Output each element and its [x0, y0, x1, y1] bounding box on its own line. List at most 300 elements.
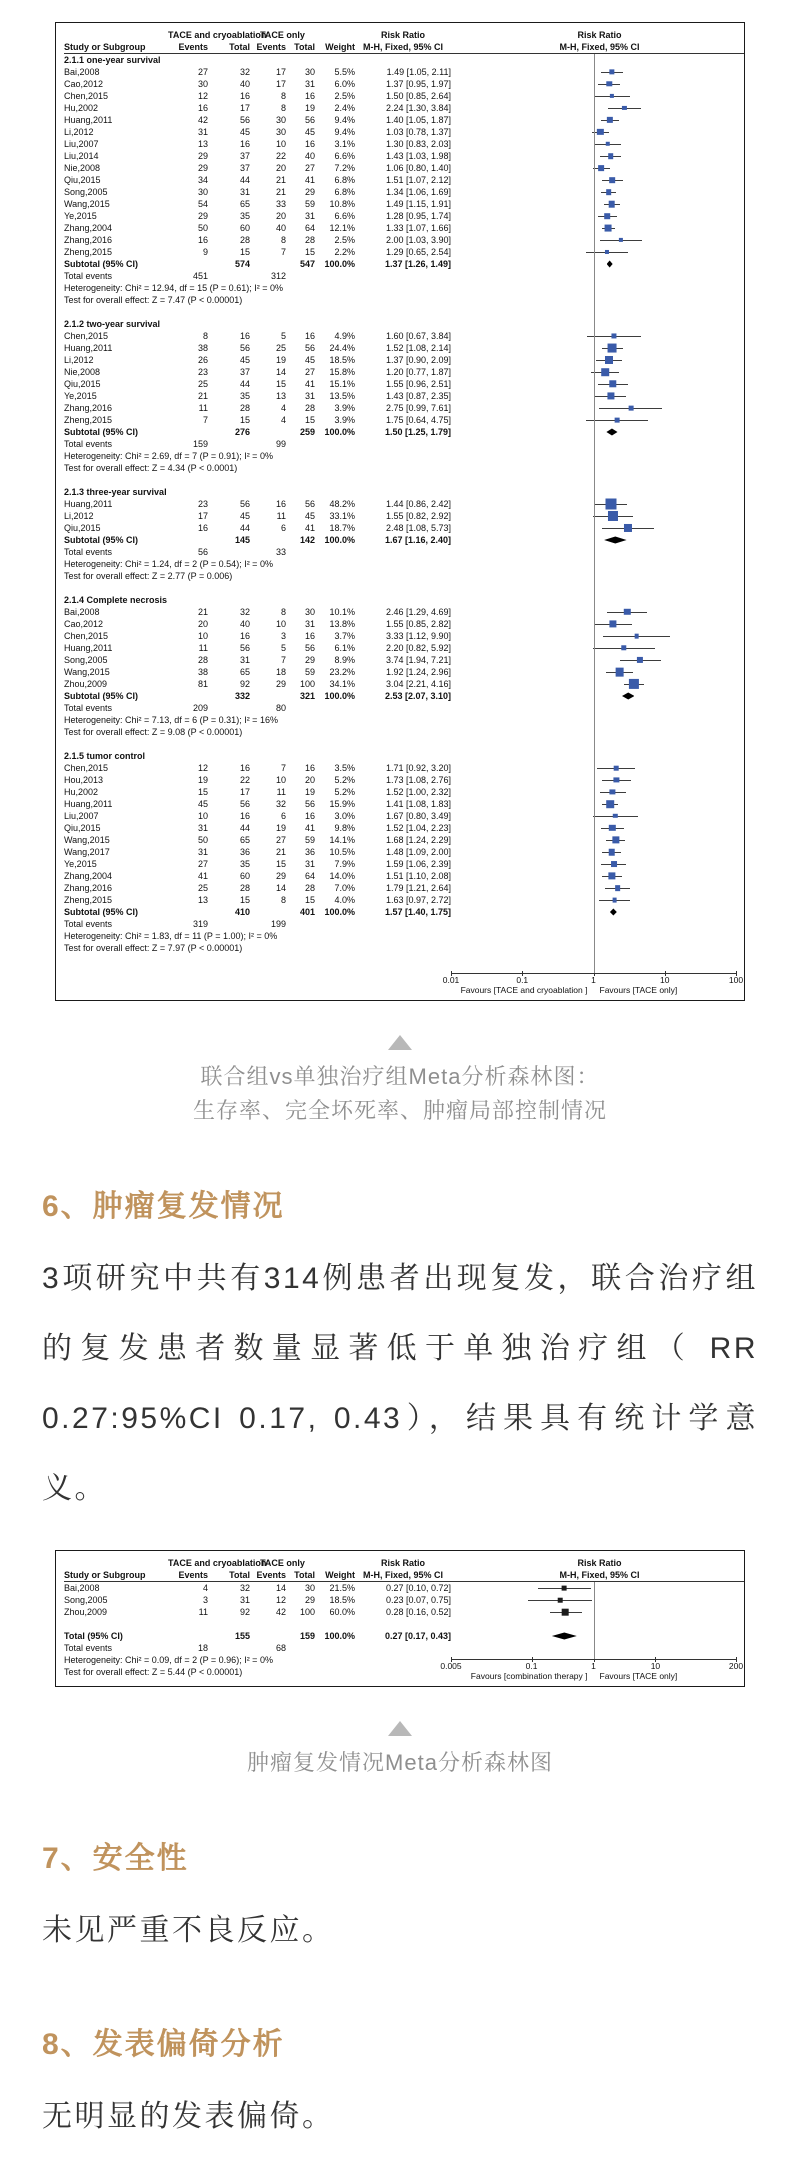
forest-graph-cell [457, 414, 742, 426]
events1-value: 209 [192, 703, 208, 713]
forest-graph-cell [457, 258, 742, 270]
events1-value: 25 [197, 379, 208, 389]
forest-row-study [64, 102, 744, 114]
events1-value: 34 [197, 175, 208, 185]
events2-value: 20 [275, 163, 286, 173]
total1-value: 92 [239, 1607, 250, 1617]
effect-square-marker [607, 81, 612, 86]
forest-row-study [64, 846, 744, 858]
forest-row-study [64, 630, 744, 642]
forest-row-section [64, 594, 744, 606]
study-label: Zhang,2016 [64, 235, 113, 245]
axis-tick-label: 200 [728, 1661, 744, 1671]
pooled-diamond-marker [604, 537, 626, 544]
weight-header: Weight [325, 1570, 355, 1580]
ci-text: 1.30 [0.83, 2.03] [385, 139, 451, 149]
total1-value: 16 [239, 763, 250, 773]
total1-value: 45 [239, 511, 250, 521]
study-column-header: Study or Subgroup [64, 42, 146, 52]
study-label: Nie,2008 [64, 367, 101, 377]
weight-value: 100.0% [324, 907, 355, 917]
events1-value: 13 [197, 139, 208, 149]
events2-value: 7 [280, 655, 286, 665]
study-label: Huang,2011 [64, 115, 113, 125]
ci-text: 1.63 [0.97, 2.72] [385, 895, 451, 905]
study-label: Qiu,2015 [64, 379, 101, 389]
events1-value: 10 [197, 631, 208, 641]
ci-text: 1.37 [0.95, 1.97] [385, 79, 451, 89]
effect-square-marker [605, 142, 609, 146]
forest-row-study [64, 666, 744, 678]
study-label: Li,2012 [64, 511, 94, 521]
forest-graph-cell [457, 174, 742, 186]
study-label: Subtotal (95% CI) [64, 691, 139, 701]
effect-square-marker [628, 406, 633, 411]
stat-note: Test for overall effect: Z = 2.77 (P = 0.006) [64, 571, 233, 581]
forest-row-study [64, 114, 744, 126]
total2-value: 56 [304, 115, 315, 125]
weight-header: Weight [325, 42, 355, 52]
study-label: Chen,2015 [64, 763, 109, 773]
forest-graph-cell [457, 606, 742, 618]
effect-square-marker [605, 356, 613, 364]
effect-square-marker [610, 789, 615, 794]
study-label: Bai,2008 [64, 1583, 100, 1593]
events1-value: 50 [197, 223, 208, 233]
total2-value: 59 [304, 667, 315, 677]
total2-value: 20 [304, 775, 315, 785]
study-label: Hu,2002 [64, 787, 99, 797]
events1-value: 11 [198, 643, 208, 653]
events1-value: 27 [197, 859, 208, 869]
events1-value: 11 [198, 403, 208, 413]
effect-square-marker [621, 645, 626, 650]
favours-left-label: Favours [combination therapy ] [470, 1671, 588, 1681]
events1-value: 15 [197, 787, 208, 797]
total2-value: 28 [304, 403, 315, 413]
effect-square-marker [607, 117, 613, 123]
favours-right-label: Favours [TACE only] [599, 985, 678, 995]
forest-graph-cell [457, 390, 742, 402]
total2-value: 16 [304, 631, 315, 641]
forest-row-note [64, 450, 744, 462]
study-label: Zhou,2009 [64, 679, 108, 689]
forest-row-study [64, 894, 744, 906]
effect-square-marker [558, 1598, 563, 1603]
forest-graph-cell [457, 498, 742, 510]
ci-text: 1.03 [0.78, 1.37] [385, 127, 451, 137]
total1-value: 56 [239, 343, 250, 353]
ci-text: 0.27 [0.17, 0.43] [384, 1631, 451, 1641]
forest-row-events [64, 918, 744, 930]
method-header: M-H, Fixed, 95% CI [362, 1570, 443, 1580]
study-label: Ye,2015 [64, 859, 97, 869]
weight-value: 6.6% [334, 151, 355, 161]
axis-tick-label: 0.1 [525, 1661, 538, 1671]
events1-value: 16 [197, 523, 208, 533]
events-header: Events [178, 42, 208, 52]
section-6-body: 3项研究中共有314例患者出现复发，联合治疗组的复发患者数量显著低于单独治疗组（ RR 0.27:95%CI 0.17, 0.43），结果具有统计学意义。 [42, 1262, 758, 1505]
total1-value: 56 [239, 799, 250, 809]
ci-text: 1.52 [1.00, 2.32] [385, 787, 451, 797]
risk-ratio-header: Risk Ratio [380, 1558, 425, 1568]
events2-value: 15 [275, 859, 286, 869]
effect-square-marker [609, 620, 616, 627]
forest-graph-cell [457, 102, 742, 114]
weight-value: 6.8% [334, 175, 355, 185]
ci-text: 1.37 [1.26, 1.49] [384, 259, 451, 269]
effect-square-marker [615, 668, 624, 677]
forest-row-spacer [64, 474, 744, 486]
forest-row-study [64, 366, 744, 378]
events2-value: 6 [280, 811, 286, 821]
weight-value: 60.0% [329, 1607, 355, 1617]
forest-row-events [64, 702, 744, 714]
forest-row-note [64, 282, 744, 294]
forest-row-events [64, 1642, 744, 1654]
events1-value: 9 [202, 247, 208, 257]
weight-value: 3.0% [334, 811, 355, 821]
subgroup-label: 2.1.2 two-year survival [64, 319, 161, 329]
axis-tick-label: 10 [660, 975, 670, 985]
weight-value: 21.5% [329, 1583, 355, 1593]
events1-value: 11 [198, 1607, 208, 1617]
events1-value: 3 [202, 1595, 208, 1605]
article-page [0, 22, 800, 2152]
ci-text: 2.75 [0.99, 7.61] [385, 403, 451, 413]
forest-header-groups [64, 29, 744, 41]
events2-value: 8 [280, 607, 286, 617]
ci-text: 1.67 [0.80, 3.49] [385, 811, 451, 821]
total1-value: 28 [239, 235, 250, 245]
effect-square-marker [615, 885, 621, 891]
effect-square-marker [624, 609, 630, 615]
total1-value: 31 [239, 1595, 250, 1605]
events1-value: 23 [197, 367, 208, 377]
forest-graph-cell [457, 1606, 742, 1618]
effect-square-marker [629, 679, 639, 689]
effect-square-marker [637, 657, 643, 663]
total1-value: 31 [239, 187, 250, 197]
forest-row-study [64, 234, 744, 246]
events2-value: 18 [275, 667, 286, 677]
total2-value: 29 [304, 655, 315, 665]
total2-value: 31 [304, 211, 315, 221]
forest-row-study [64, 786, 744, 798]
forest-row-study [64, 522, 744, 534]
ci-text: 1.40 [1.05, 1.87] [385, 115, 451, 125]
weight-value: 6.8% [334, 187, 355, 197]
ci-text: 1.57 [1.40, 1.75] [384, 907, 451, 917]
weight-value: 10.5% [329, 847, 355, 857]
total2-value: 30 [304, 1583, 315, 1593]
ci-text: 1.43 [0.87, 2.35] [385, 391, 451, 401]
weight-value: 100.0% [324, 1631, 355, 1641]
forest-row-study [64, 810, 744, 822]
total1-value: 65 [239, 199, 250, 209]
section-6-heading: 6、肿瘤复发情况 [42, 1190, 285, 1223]
events2-value: 10 [275, 139, 286, 149]
stat-note: Heterogeneity: Chi² = 12.94, df = 15 (P = 0.61); I² = 0% [64, 283, 283, 293]
total1-value: 15 [239, 415, 250, 425]
total2-value: 259 [299, 427, 315, 437]
total2-value: 30 [304, 607, 315, 617]
events2-value: 10 [275, 775, 286, 785]
total2-value: 31 [304, 391, 315, 401]
effect-square-marker [609, 177, 615, 183]
total1-value: 65 [239, 835, 250, 845]
events2-value: 30 [275, 115, 286, 125]
study-label: Li,2012 [64, 127, 94, 137]
total1-value: 22 [239, 775, 250, 785]
weight-value: 5.2% [334, 775, 355, 785]
forest-graph-cell [457, 834, 742, 846]
total2-value: 41 [304, 823, 315, 833]
total1-value: 15 [239, 895, 250, 905]
forest-graph-cell [457, 618, 742, 630]
effect-square-marker [604, 213, 610, 219]
forest-graph-cell [457, 870, 742, 882]
forest-graph-cell [457, 630, 742, 642]
events1-value: 18 [197, 1643, 208, 1653]
forest-row-study [64, 354, 744, 366]
events2-value: 20 [275, 211, 286, 221]
events1-value: 45 [197, 799, 208, 809]
events2-value: 8 [280, 103, 286, 113]
forest-row-note [64, 570, 744, 582]
pooled-diamond-marker [607, 261, 613, 268]
study-label: Zheng,2015 [64, 415, 113, 425]
forest-row-study [64, 414, 744, 426]
events2-value: 80 [275, 703, 286, 713]
effect-square-marker [614, 777, 619, 782]
weight-value: 100.0% [324, 691, 355, 701]
ci-text: 1.60 [0.67, 3.84] [385, 331, 451, 341]
ci-text: 2.24 [1.30, 3.84] [385, 103, 451, 113]
total1-value: 16 [239, 331, 250, 341]
events1-value: 28 [197, 655, 208, 665]
stat-note: Heterogeneity: Chi² = 0.09, df = 2 (P = 0.96); I² = 0% [64, 1655, 273, 1665]
stat-note: Test for overall effect: Z = 9.08 (P < 0.00001) [64, 727, 243, 737]
weight-value: 23.2% [329, 667, 355, 677]
forest-plot-outcomes [55, 22, 745, 1001]
weight-value: 18.7% [329, 523, 355, 533]
events2-value: 21 [275, 175, 286, 185]
study-label: Qiu,2015 [64, 175, 101, 185]
ci-text: 1.55 [0.85, 2.82] [385, 619, 451, 629]
forest-header-groups [64, 1557, 744, 1569]
events1-value: 13 [197, 895, 208, 905]
ci-text: 1.79 [1.21, 2.64] [385, 883, 451, 893]
total2-value: 16 [304, 811, 315, 821]
events1-value: 23 [197, 499, 208, 509]
forest-graph-cell [457, 1594, 742, 1606]
forest-row-note [64, 942, 744, 954]
study-label: Zhang,2016 [64, 403, 113, 413]
forest-graph-cell [457, 1630, 742, 1642]
forest-graph-cell [457, 78, 742, 90]
total2-value: 31 [304, 619, 315, 629]
weight-value: 8.9% [334, 655, 355, 665]
weight-value: 2.2% [334, 247, 355, 257]
forest-row-spacer [64, 582, 744, 594]
study-label: Huang,2011 [64, 799, 113, 809]
pooled-diamond-marker [610, 909, 617, 916]
weight-value: 6.1% [334, 643, 355, 653]
total-events-label: Total events [64, 439, 113, 449]
total1-value: 60 [239, 871, 250, 881]
total1-value: 17 [239, 103, 250, 113]
events2-value: 5 [280, 643, 286, 653]
null-effect-line [594, 54, 595, 973]
total1-value: 16 [239, 631, 250, 641]
events2-value: 10 [275, 619, 286, 629]
forest-row-study [64, 762, 744, 774]
events2-value: 4 [280, 415, 286, 425]
total1-value: 44 [239, 823, 250, 833]
forest-row-section [64, 750, 744, 762]
events2-value: 16 [275, 499, 286, 509]
study-label: Huang,2011 [64, 343, 113, 353]
events1-value: 29 [197, 151, 208, 161]
weight-value: 3.1% [334, 139, 355, 149]
forest-graph-cell [457, 798, 742, 810]
weight-value: 18.5% [329, 1595, 355, 1605]
effect-square-marker [597, 129, 603, 135]
total1-value: 35 [239, 391, 250, 401]
forest-row-study [64, 510, 744, 522]
study-label: Chen,2015 [64, 331, 109, 341]
total2-value: 142 [299, 535, 315, 545]
forest-row-study [64, 342, 744, 354]
total1-value: 44 [239, 523, 250, 533]
pooled-diamond-marker [552, 1633, 577, 1640]
study-label: Liu,2007 [64, 139, 99, 149]
events2-value: 5 [280, 331, 286, 341]
weight-value: 3.5% [334, 763, 355, 773]
favours-left-label: Favours [TACE and cryoablation ] [460, 985, 588, 995]
risk-ratio-header: Risk Ratio [577, 30, 622, 40]
total2-value: 28 [304, 883, 315, 893]
total1-value: 60 [239, 223, 250, 233]
forest-plot-recurrence [55, 1550, 745, 1687]
forest-graph-cell [457, 846, 742, 858]
weight-value: 10.1% [329, 607, 355, 617]
total-header: Total [229, 1570, 250, 1580]
section-8-body: 无明显的发表偏倚。 [42, 2100, 335, 2133]
forest-row-study [64, 222, 744, 234]
weight-value: 15.8% [329, 367, 355, 377]
effect-square-marker [610, 94, 614, 98]
total1-value: 35 [239, 211, 250, 221]
total2-value: 30 [304, 67, 315, 77]
forest-row-note [64, 558, 744, 570]
effect-square-marker [605, 225, 612, 232]
total-header: Total [229, 42, 250, 52]
effect-square-marker [562, 1586, 567, 1591]
effect-square-marker [612, 836, 619, 843]
axis-tick-label: 0.005 [440, 1661, 462, 1671]
ci-text: 1.68 [1.24, 2.29] [385, 835, 451, 845]
events2-value: 11 [276, 787, 286, 797]
total1-value: 40 [239, 619, 250, 629]
forest-graph-cell [457, 186, 742, 198]
total2-value: 64 [304, 223, 315, 233]
events2-value: 7 [280, 763, 286, 773]
total2-value: 31 [304, 859, 315, 869]
ci-text: 1.28 [0.95, 1.74] [385, 211, 451, 221]
effect-square-marker [605, 499, 616, 510]
events1-value: 42 [197, 115, 208, 125]
total1-value: 65 [239, 667, 250, 677]
forest-row-subtotal [64, 690, 744, 702]
up-triangle-icon [388, 1035, 412, 1050]
forest-row-note [64, 294, 744, 306]
effect-square-marker [613, 814, 617, 818]
effect-square-marker [608, 511, 618, 521]
events1-value: 41 [197, 871, 208, 881]
weight-value: 100.0% [324, 259, 355, 269]
log-scale-axis [442, 973, 744, 996]
study-label: Chen,2015 [64, 631, 109, 641]
ci-text: 1.50 [1.25, 1.79] [384, 427, 451, 437]
forest-graph-cell [457, 210, 742, 222]
weight-value: 9.8% [334, 823, 355, 833]
events2-value: 30 [275, 127, 286, 137]
forest-graph-cell [457, 234, 742, 246]
ci-text: 1.75 [0.64, 4.75] [385, 415, 451, 425]
events2-value: 33 [275, 199, 286, 209]
total2-value: 27 [304, 367, 315, 377]
study-label: Huang,2011 [64, 643, 113, 653]
ci-text: 3.33 [1.12, 9.90] [385, 631, 451, 641]
forest-graph-cell [457, 378, 742, 390]
weight-value: 12.1% [329, 223, 355, 233]
forest-row-study [64, 498, 744, 510]
effect-square-marker [612, 898, 617, 903]
total1-value: 37 [239, 163, 250, 173]
total2-value: 31 [304, 79, 315, 89]
total2-value: 401 [299, 907, 315, 917]
effect-square-marker [606, 189, 612, 195]
total2-value: 100 [299, 1607, 315, 1617]
weight-value: 3.9% [334, 403, 355, 413]
stat-note: Heterogeneity: Chi² = 1.24, df = 2 (P = 0.54); I² = 0% [64, 559, 273, 569]
weight-value: 9.4% [334, 115, 355, 125]
total2-value: 321 [299, 691, 315, 701]
study-label: Liu,2007 [64, 811, 99, 821]
total1-value: 16 [239, 91, 250, 101]
ci-text: 2.48 [1.08, 5.73] [385, 523, 451, 533]
events1-value: 38 [197, 343, 208, 353]
total2-value: 36 [304, 847, 315, 857]
events1-value: 16 [197, 235, 208, 245]
study-label: Zhang,2004 [64, 223, 113, 233]
study-label: Hu,2002 [64, 103, 99, 113]
total2-value: 45 [304, 355, 315, 365]
study-label: Chen,2015 [64, 91, 109, 101]
forest-graph-cell [457, 90, 742, 102]
study-label: Bai,2008 [64, 607, 100, 617]
total1-value: 32 [239, 67, 250, 77]
total2-value: 16 [304, 91, 315, 101]
forest-row-study [64, 126, 744, 138]
ci-text: 1.50 [0.85, 2.64] [385, 91, 451, 101]
forest-row-events [64, 546, 744, 558]
risk-ratio-header: Risk Ratio [380, 30, 425, 40]
effect-square-marker [614, 418, 619, 423]
total2-value: 56 [304, 343, 315, 353]
